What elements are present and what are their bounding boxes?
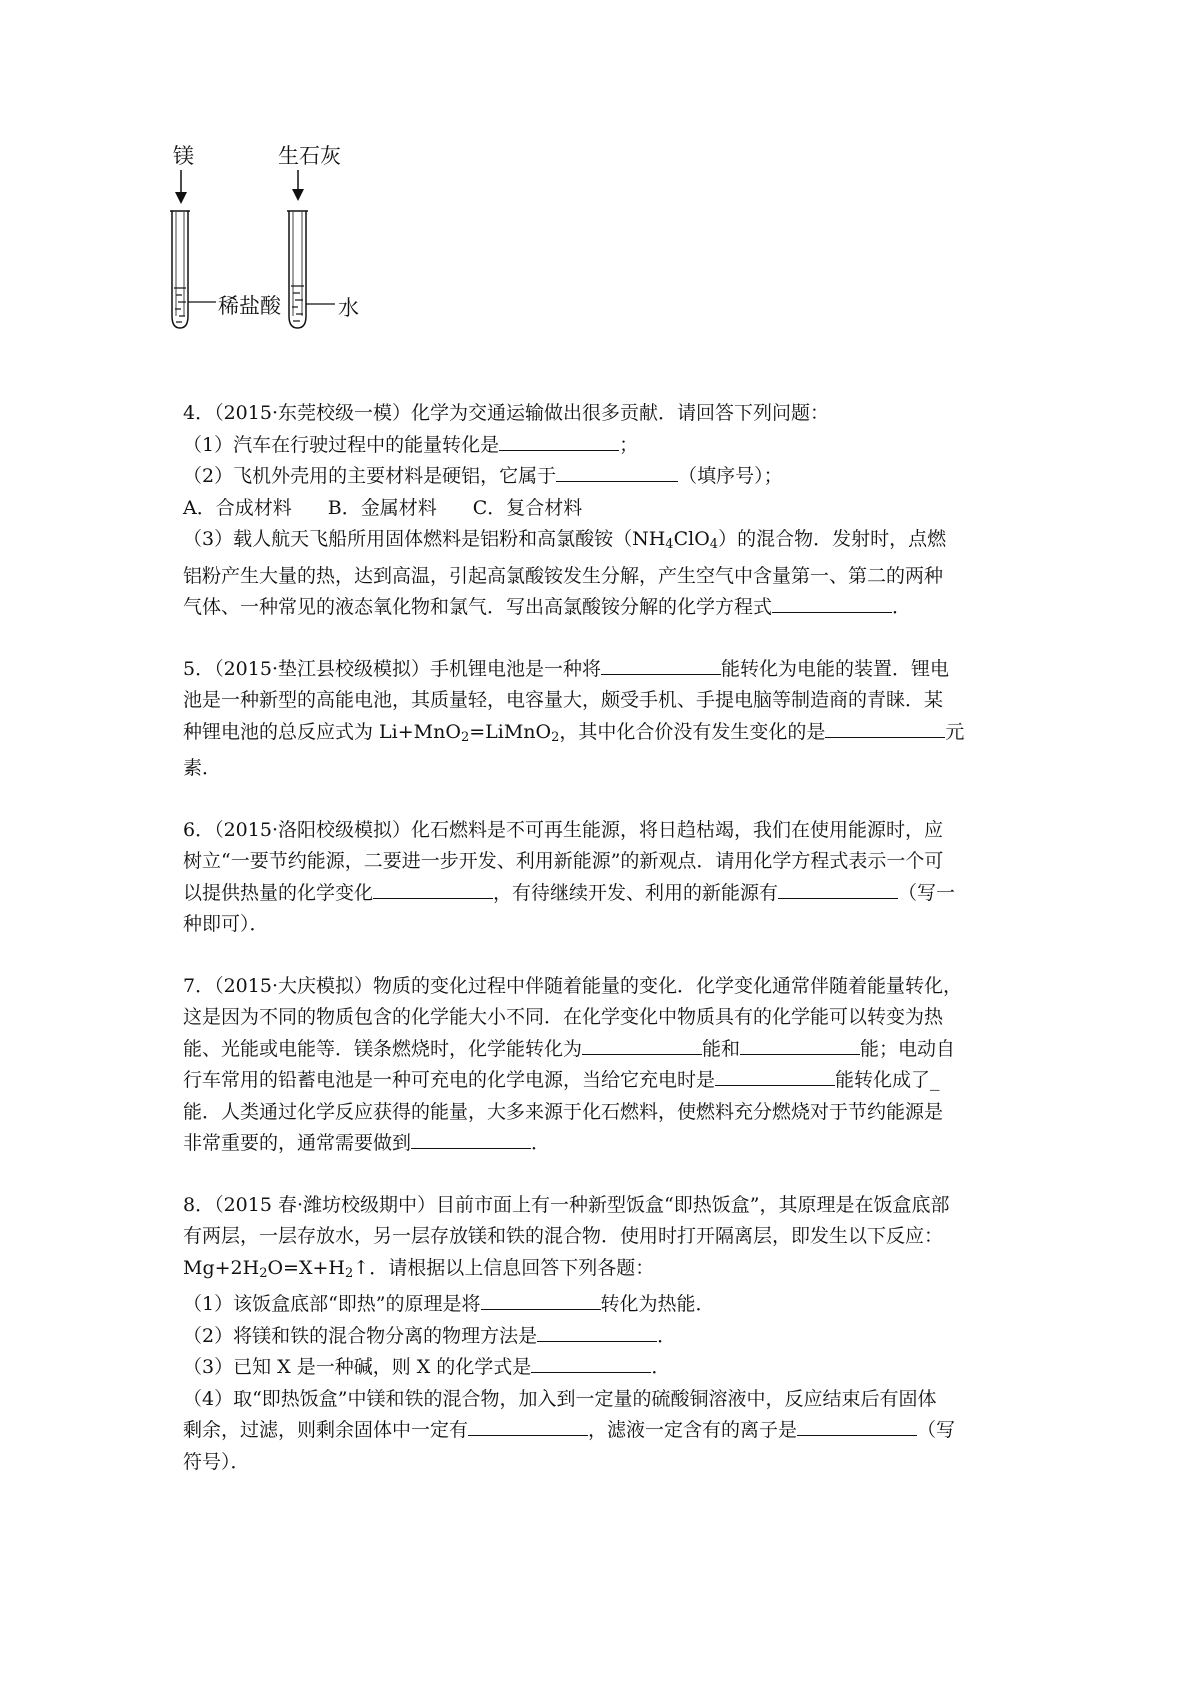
answer-blank[interactable] xyxy=(411,1128,531,1149)
question-text: 物质的变化过程中伴随着能量的变化．化学变化通常伴随着能量转化， xyxy=(373,974,963,997)
arrow-down-icon xyxy=(292,170,304,201)
answer-blank[interactable] xyxy=(556,461,678,482)
question-text: 非常重要的，通常需要做到 xyxy=(183,1132,412,1154)
question-text: （写 xyxy=(917,1419,956,1441)
question-text: 符号）． xyxy=(183,1450,250,1473)
option-a: A．合成材料 xyxy=(183,496,292,519)
test-tubes-drawing xyxy=(170,140,430,355)
question-text: ，有待继续开发、利用的新能源有 xyxy=(493,881,779,904)
question-text: 能转化为电能的装置．锂电 xyxy=(721,657,950,680)
test-tube-2 xyxy=(287,211,335,328)
question-number: 6． xyxy=(183,818,215,841)
tube2-top-label: 生石灰 xyxy=(278,144,341,168)
question-4 xyxy=(183,398,1018,624)
question-stem: 化学为交通运输做出很多贡献．请回答下列问题： xyxy=(411,402,830,424)
question-text: 元 xyxy=(945,720,965,743)
question-text: （写一 xyxy=(898,881,956,904)
subscript: 2 xyxy=(345,1265,354,1281)
question-text: （2）将镁和铁的混合物分离的物理方法是 xyxy=(183,1324,538,1347)
question-source: （2015·洛阳校级模拟） xyxy=(214,818,411,841)
question-text: ）的混合物．发射时，点燃 xyxy=(718,528,947,550)
question-text: 种锂电池的总反应式为 Li+MnO xyxy=(183,720,461,743)
tube1-side-label: 稀盐酸 xyxy=(218,294,281,318)
question-text: 手机锂电池是一种将 xyxy=(430,657,602,680)
question-text: ． xyxy=(651,1356,671,1378)
question-text: （4）取“即热饭盒”中镁和铁的混合物，加入到一定量的硫酸铜溶液中，反应结束后有固体 xyxy=(183,1387,937,1410)
subscript: 4 xyxy=(709,537,719,552)
question-text: 化石燃料是不可再生能源，将日趋枯竭，我们在使用能源时，应 xyxy=(411,818,944,841)
question-text: 这是因为不同的物质包含的化学能大小不同．在化学变化中物质具有的化学能可以转变为热 xyxy=(183,1006,944,1028)
question-text: 能；电动自 xyxy=(860,1037,956,1060)
question-number: 8． xyxy=(183,1193,215,1216)
question-text: 有两层，一层存放水，另一层存放镁和铁的混合物．使用时打开隔离层，即发生以下反应： xyxy=(183,1225,944,1247)
tube2-side-label: 水 xyxy=(338,296,359,320)
answer-blank[interactable] xyxy=(531,1352,651,1373)
question-text: 种即可）． xyxy=(183,913,269,935)
subscript: 4 xyxy=(665,537,674,552)
question-7 xyxy=(183,971,1018,1160)
question-text: Mg+2H xyxy=(183,1256,260,1279)
question-text: （填序号）； xyxy=(678,465,783,487)
answer-blank[interactable] xyxy=(797,1415,917,1436)
question-text: ，其中化合价没有发生变化的是 xyxy=(559,720,826,743)
arrow-down-icon xyxy=(175,170,187,204)
answer-blank[interactable] xyxy=(825,717,945,738)
answer-blank[interactable] xyxy=(715,1065,835,1086)
subscript: 2 xyxy=(551,729,560,745)
question-text: 能．人类通过化学反应获得的能量，大多来源于化石燃料，使燃料充分燃烧对于节约能源是 xyxy=(183,1100,944,1123)
question-text: 树立“一要节约能源，二要进一步开发、利用新能源”的新观点．请用化学方程式表示一个可 xyxy=(183,850,944,872)
question-8 xyxy=(183,1190,1018,1479)
answer-blank[interactable] xyxy=(582,1034,702,1055)
question-text: （1）汽车在行驶过程中的能量转化是 xyxy=(183,433,500,456)
question-text: ，滤液一定含有的离子是 xyxy=(588,1419,798,1441)
question-text: 池是一种新型的高能电池，其质量轻，电容量大，颇受手机、手提电脑等制造商的青睐．某 xyxy=(183,689,944,711)
question-text: ． xyxy=(892,596,912,618)
option-b: B．金属材料 xyxy=(327,496,437,519)
question-6 xyxy=(183,815,1018,941)
question-text: O=X+H xyxy=(267,1256,345,1279)
question-text: （3）已知 X 是一种碱，则 X 的化学式是 xyxy=(183,1356,532,1378)
question-text: =LiMnO xyxy=(469,720,552,743)
question-number: 4． xyxy=(183,402,215,424)
answer-blank[interactable] xyxy=(601,654,721,675)
question-text: 铝粉产生大量的热，达到高温，引起高氯酸铵发生分解，产生空气中含量第一、第二的两种 xyxy=(183,564,944,587)
question-text: 能转化成了_ xyxy=(835,1069,940,1091)
question-source: （2015·东莞校级一模） xyxy=(214,402,411,424)
question-text: 能和 xyxy=(702,1037,741,1060)
question-text: ↑．请根据以上信息回答下列各题： xyxy=(353,1256,655,1279)
answer-blank[interactable] xyxy=(772,592,892,613)
question-number: 7． xyxy=(183,974,215,997)
question-text: 素． xyxy=(183,757,222,779)
subscript: 2 xyxy=(460,729,470,745)
test-tube-1 xyxy=(170,211,216,328)
answer-blank[interactable] xyxy=(537,1321,657,1342)
question-text: ． xyxy=(531,1132,551,1154)
question-5 xyxy=(183,654,1018,785)
tube1-top-label: 镁 xyxy=(173,144,194,168)
answer-blank[interactable] xyxy=(468,1415,588,1436)
question-text: 行车常用的铅蓄电池是一种可充电的化学电源，当给它充电时是 xyxy=(183,1069,716,1091)
subscript: 2 xyxy=(259,1265,268,1281)
answer-blank[interactable] xyxy=(481,1289,601,1310)
answer-blank[interactable] xyxy=(499,430,619,451)
question-text: 以提供热量的化学变化 xyxy=(183,881,374,904)
question-text: （1）该饭盒底部“即热”的原理是将 xyxy=(183,1293,481,1315)
question-source: （2015·大庆模拟） xyxy=(214,974,373,997)
questions-content xyxy=(183,398,1018,1508)
question-text: 气体、一种常见的液态氧化物和氯气．写出高氯酸铵分解的化学方程式 xyxy=(183,596,773,618)
question-text: 能、光能或电能等．镁条燃烧时，化学能转化为 xyxy=(183,1037,583,1060)
question-text: 转化为热能． xyxy=(600,1293,715,1315)
question-text: （3）载人航天飞船所用固体燃料是铝粉和高氯酸铵（NH xyxy=(183,528,666,550)
question-text: ； xyxy=(619,433,639,456)
answer-blank[interactable] xyxy=(778,878,898,899)
question-text: （2）飞机外壳用的主要材料是硬铝，它属于 xyxy=(183,465,557,487)
question-text: 目前市面上有一种新型饭盒“即热饭盒”，其原理是在饭盒底部 xyxy=(436,1193,950,1216)
answer-blank[interactable] xyxy=(740,1034,860,1055)
question-source: （2015·垫江县校级模拟） xyxy=(214,657,430,680)
question-text: 剩余，过滤，则剩余固体中一定有 xyxy=(183,1419,469,1441)
answer-blank[interactable] xyxy=(373,878,493,899)
question-text: ClO xyxy=(673,528,710,550)
question-text: ． xyxy=(657,1324,677,1347)
option-c: C．复合材料 xyxy=(472,496,583,519)
question-source: （2015 春·潍坊校级期中） xyxy=(214,1193,437,1216)
question-number: 5． xyxy=(183,657,215,680)
test-tube-figure xyxy=(170,140,430,355)
